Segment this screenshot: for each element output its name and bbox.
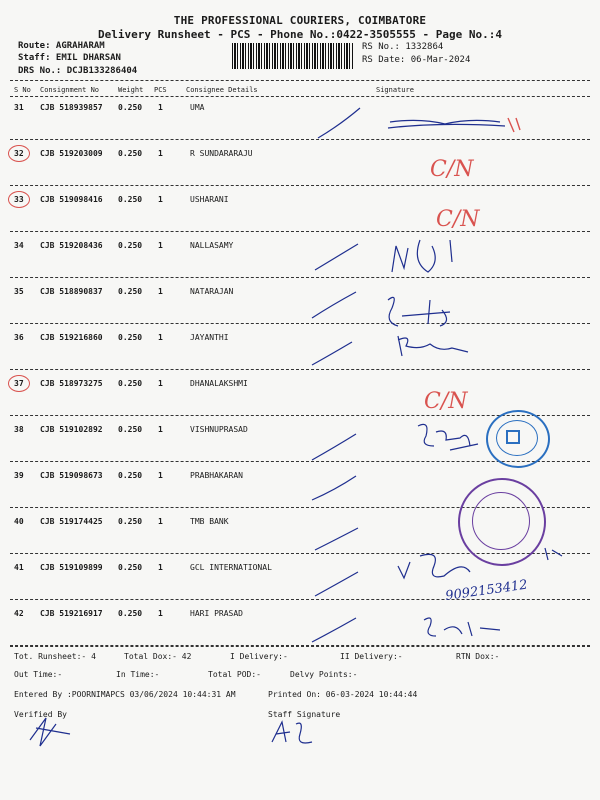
tick-31 — [318, 108, 360, 138]
route: Route: AGRAHARAM — [18, 41, 105, 51]
verified-by-label: Verified By — [14, 710, 67, 719]
rs-date: RS Date: 06-Mar-2024 — [362, 55, 471, 65]
row-weight: 0.250 — [118, 517, 143, 526]
total-dox: Total Dox:- 42 — [124, 652, 192, 661]
row-consignment-no: CJB 519208436 — [40, 241, 103, 250]
row-consignment-no: CJB 518939857 — [40, 103, 103, 112]
total-pod: Total POD:- — [208, 670, 261, 679]
ii-delivery: II Delivery:- — [340, 652, 403, 661]
row-consignment-no: CJB 518890837 — [40, 287, 103, 296]
row-sno: 31 — [14, 103, 24, 112]
row-weight: 0.250 — [118, 471, 143, 480]
row-pcs: 1 — [158, 287, 163, 296]
row-consignment-no: CJB 519216917 — [40, 609, 103, 618]
row-sno: 35 — [14, 287, 24, 296]
tick-36 — [312, 342, 352, 365]
row-consignment-no: CJB 519098416 — [40, 195, 103, 204]
row-pcs: 1 — [158, 379, 163, 388]
tick-35 — [312, 292, 356, 318]
row-consignee: R SUNDARARAJU — [190, 149, 253, 158]
row-pcs: 1 — [158, 195, 163, 204]
row-pcs: 1 — [158, 563, 163, 572]
footer-rule — [10, 646, 590, 647]
row-consignee: UMA — [190, 103, 205, 112]
row-consignee: DHANALAKSHMI — [190, 379, 248, 388]
row-weight: 0.250 — [118, 333, 143, 342]
row-consignee: VISHNUPRASAD — [190, 425, 248, 434]
staff-signature — [272, 722, 312, 743]
staff: Staff: EMIL DHARSAN — [18, 53, 121, 63]
col-consignee: Consignee Details — [186, 86, 258, 94]
row-consignment-no: CJB 519216860 — [40, 333, 103, 342]
row-consignee: NATARAJAN — [190, 287, 234, 296]
row-weight: 0.250 — [118, 425, 143, 434]
row-consignment-no: CJB 519109899 — [40, 563, 103, 572]
signature-35 — [388, 297, 450, 326]
row-pcs: 1 — [158, 241, 163, 250]
col-consignment: Consignment No — [40, 86, 100, 94]
out-time: Out Time:- — [14, 670, 63, 679]
col-weight: Weight — [118, 86, 144, 94]
row-sno: 32 — [14, 149, 24, 158]
row-sno: 34 — [14, 241, 24, 250]
staff-signature-label: Staff Signature — [268, 710, 341, 719]
tot-runsheet: Tot. Runsheet:- 4 — [14, 652, 96, 661]
signature-38 — [418, 424, 478, 450]
row-consignment-no: CJB 519174425 — [40, 517, 103, 526]
row-weight: 0.250 — [118, 609, 143, 618]
cn-mark-32: C/N — [430, 157, 474, 182]
row-consignee: USHARANI — [190, 195, 229, 204]
row-sno: 41 — [14, 563, 24, 572]
row-sno: 40 — [14, 517, 24, 526]
row-consignment-no: CJB 519102892 — [40, 425, 103, 434]
cn-mark-33: C/N — [436, 207, 480, 232]
row-sno: 37 — [14, 379, 24, 388]
signature-36 — [398, 336, 468, 356]
row-consignee: JAYANTHI — [190, 333, 229, 342]
row-sno: 42 — [14, 609, 24, 618]
tick-34 — [315, 244, 358, 270]
signature-31 — [390, 120, 500, 124]
rtn-dox: RTN Dox:- — [456, 652, 500, 661]
row-pcs: 1 — [158, 609, 163, 618]
company-title: THE PROFESSIONAL COURIERS, COIMBATORE — [173, 14, 427, 27]
verified-signature — [30, 718, 70, 746]
signature-34 — [392, 240, 452, 272]
row-consignment-no: CJB 519098673 — [40, 471, 103, 480]
i-delivery: I Delivery:- — [230, 652, 288, 661]
drs-number: DRS No.: DCJB133286404 — [18, 66, 138, 76]
phone-number-41: 9092153412 — [444, 577, 529, 604]
row-sno: 39 — [14, 471, 24, 480]
row-pcs: 1 — [158, 471, 163, 480]
row-consignee: GCL INTERNATIONAL — [190, 563, 272, 572]
printed-on: Printed On: 06-03-2024 10:44:44 — [268, 690, 418, 699]
row-sno: 38 — [14, 425, 24, 434]
mercantile-bank-stamp — [458, 478, 546, 566]
tick-38 — [312, 434, 356, 460]
row-consignment-no: CJB 519203009 — [40, 149, 103, 158]
row-consignee: HARI PRASAD — [190, 609, 243, 618]
row-consignee: TMB BANK — [190, 517, 229, 526]
col-sno: S No — [14, 86, 31, 94]
row-consignee: NALLASAMY — [190, 241, 234, 250]
row-sno: 36 — [14, 333, 24, 342]
delvy-points: Delvy Points:- — [290, 670, 358, 679]
runsheet-subtitle: Delivery Runsheet - PCS - Phone No.:0422-3505555 - Page No.:4 — [98, 28, 502, 41]
row-pcs: 1 — [158, 103, 163, 112]
tick-40 — [315, 528, 358, 550]
cn-mark-37: C/N — [424, 389, 468, 414]
red-mark-31 — [508, 118, 520, 132]
row-pcs: 1 — [158, 517, 163, 526]
row-sno: 33 — [14, 195, 24, 204]
row-weight: 0.250 — [118, 195, 143, 204]
row-consignee: PRABHAKARAN — [190, 471, 243, 480]
row-weight: 0.250 — [118, 241, 143, 250]
entered-by: Entered By :POORNIMAPCS 03/06/2024 10:44:31 AM — [14, 690, 236, 699]
in-time: In Time:- — [116, 670, 160, 679]
signature-42 — [424, 618, 500, 636]
row-weight: 0.250 — [118, 563, 143, 572]
signature-41 — [398, 554, 470, 578]
rs-number: RS No.: 1332864 — [362, 42, 444, 52]
row-weight: 0.250 — [118, 103, 143, 112]
row-pcs: 1 — [158, 149, 163, 158]
tick-39 — [312, 476, 356, 500]
col-pcs: PCS — [154, 86, 167, 94]
row-pcs: 1 — [158, 333, 163, 342]
row-weight: 0.250 — [118, 149, 143, 158]
row-weight: 0.250 — [118, 287, 143, 296]
col-signature: Signature — [376, 86, 414, 94]
hdfc-bank-stamp — [486, 410, 550, 468]
tick-41 — [315, 572, 358, 596]
row-pcs: 1 — [158, 425, 163, 434]
row-consignment-no: CJB 518973275 — [40, 379, 103, 388]
row-weight: 0.250 — [118, 379, 143, 388]
tick-42 — [312, 618, 356, 642]
